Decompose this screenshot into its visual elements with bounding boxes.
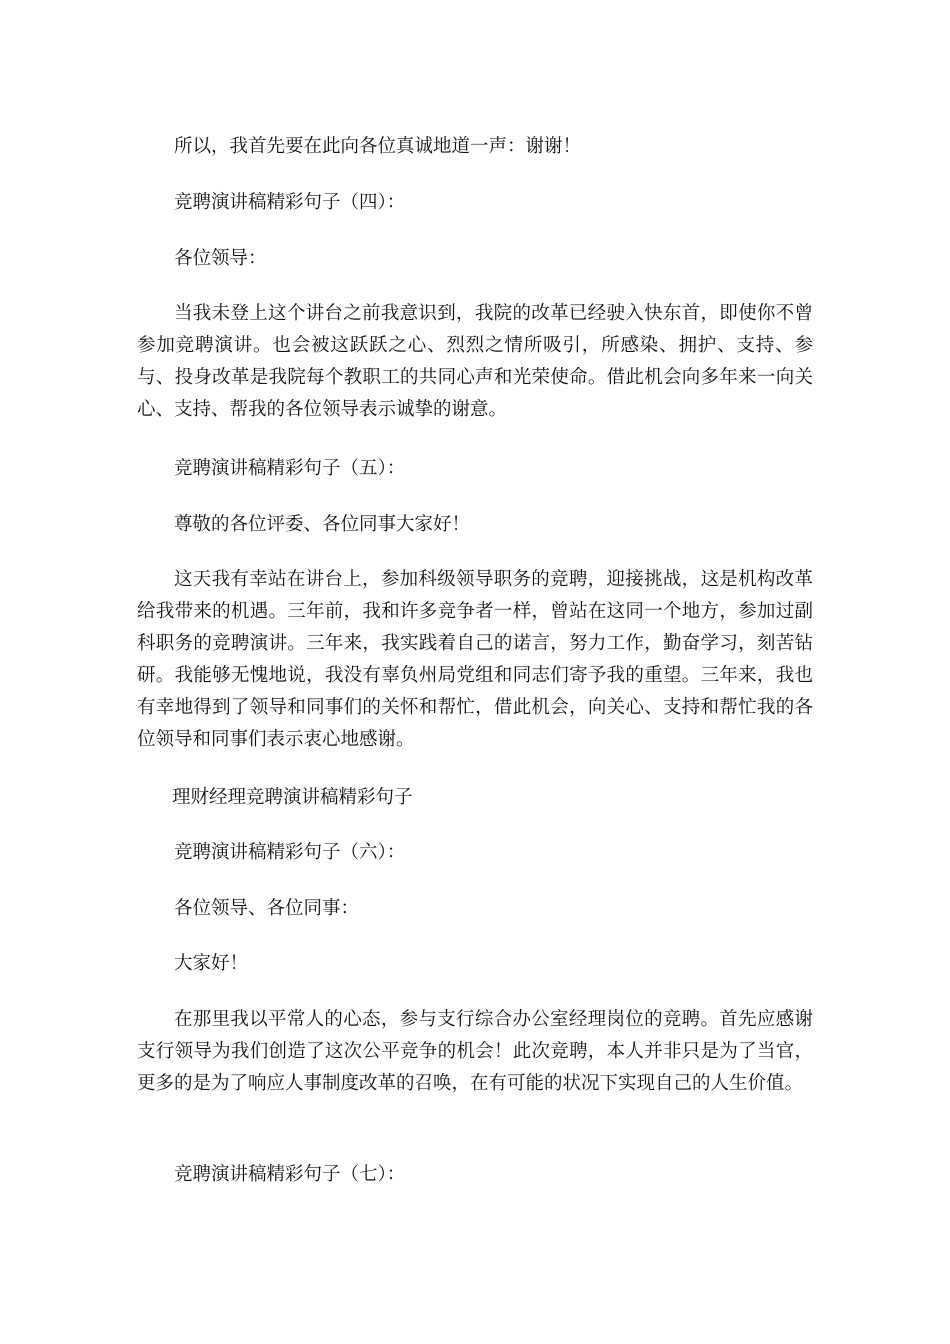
paragraph-competition: 在那里我以平常人的心态，参与支行综合办公室经理岗位的竞聘。首先应感谢支行领导为我们创造了这次公平竞争的机会！此次竞聘，本人并非只是为了当官，更多的是为了响应人事制度改革的召唤，在有可能的状况下实现自己的人生价值。 [137,1009,813,1094]
paragraph-reform: 当我未登上这个讲台之前我意识到，我院的改革已经驶入快东首，即使你不曾参加竞聘演讲。也会被这跃跃之心、烈烈之情所吸引，所感染、拥护、支持、参与、投身改革是我院每个教职工的共同心声和光荣使命。借此机会向多年来一向关心、支持、帮我的各位领导表示诚挚的谢意。 [137,303,813,420]
subheading-seven: 竞聘演讲稿精彩句子（七）： [174,1164,406,1185]
subheading-six: 竞聘演讲稿精彩句子（六）： [174,842,406,863]
paragraph-thanks: 所以，我首先要在此向各位真诚地道一声：谢谢！ [174,136,582,157]
subheading-five: 竞聘演讲稿精彩句子（五）： [174,458,406,479]
paragraph-salutation-judges: 尊敬的各位评委、各位同事大家好！ [174,514,471,535]
section-heading: 理财经理竞聘演讲稿精彩句子 [172,787,413,808]
paragraph-greeting: 大家好！ [174,953,249,974]
subheading-four: 竞聘演讲稿精彩句子（四）： [174,192,406,213]
paragraph-salutation-leaders: 各位领导： [174,248,267,269]
paragraph-salutation-colleagues: 各位领导、各位同事： [174,898,360,919]
paragraph-opportunity: 这天我有幸站在讲台上，参加科级领导职务的竞聘，迎接挑战，这是机构改革给我带来的机遇。三年前，我和许多竞争者一样，曾站在这同一个地方，参加过副科职务的竞聘演讲。三年来，我实践着自己的诺言，努力工作，勤奋学习，刻苦钻研。我能够无愧地说，我没有辜负州局党组和同志们寄予我的重望。三年来，我也有幸地得到了领导和同事们的关怀和帮忙，借此机会，向关心、支持和帮忙我的各位领导和同事们表示衷心地感谢。 [137,569,813,750]
